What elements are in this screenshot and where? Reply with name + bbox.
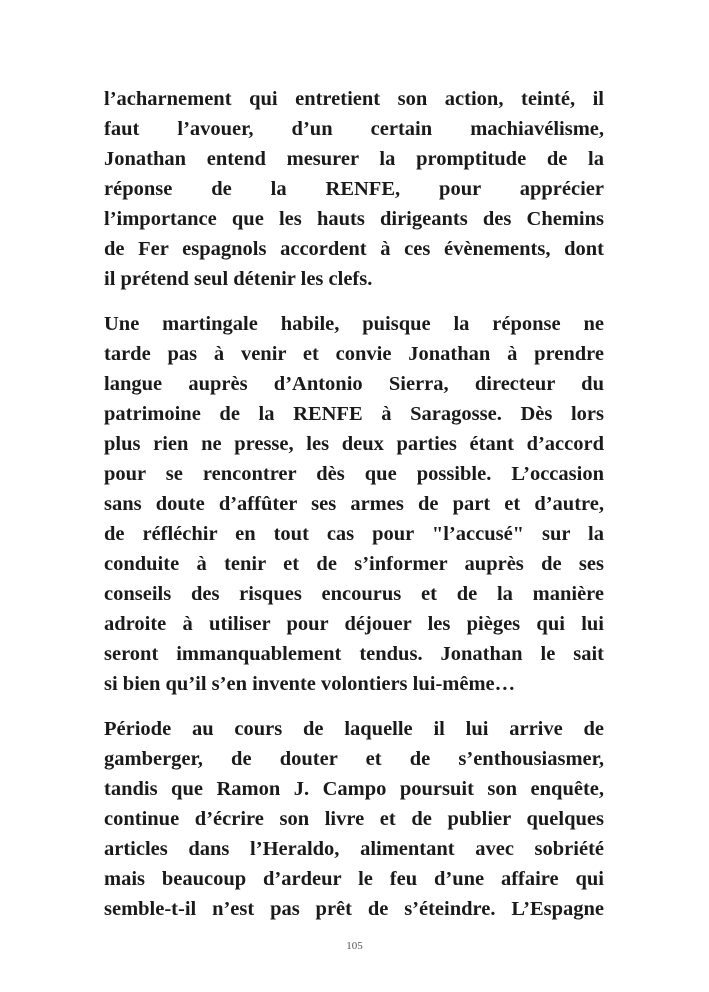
text-line: réponse de la RENFE, pour apprécier xyxy=(104,178,604,200)
text-line: faut l’avouer, d’un certain machiavélisme, xyxy=(104,118,604,140)
text-line: tarde pas à venir et convie Jonathan à prendre xyxy=(104,343,604,365)
body-text xyxy=(104,84,604,939)
text-line: l’acharnement qui entretient son action, teinté, il xyxy=(104,88,604,110)
text-line: conseils des risques encourus et de la manière xyxy=(104,583,604,605)
text-line: de réfléchir en tout cas pour "l’accusé" sur la xyxy=(104,523,604,545)
text-line: pour se rencontrer dès que possible. L’occasion xyxy=(104,463,604,485)
text-line: plus rien ne presse, les deux parties étant d’accord xyxy=(104,433,604,455)
text-line: l’importance que les hauts dirigeants des Chemins xyxy=(104,208,604,230)
text-line: gamberger, de douter et de s’enthousiasmer, xyxy=(104,748,604,770)
text-line: il prétend seul détenir les clefs. xyxy=(104,268,373,290)
text-line: Jonathan entend mesurer la promptitude de la xyxy=(104,148,604,170)
paragraph-3 xyxy=(104,714,604,924)
page-number: 105 xyxy=(346,940,363,952)
text-line: semble-t-il n’est pas prêt de s’éteindre. L’Espagne xyxy=(104,898,604,920)
text-line: tandis que Ramon J. Campo poursuit son enquête, xyxy=(104,778,604,800)
paragraph-2 xyxy=(104,309,604,699)
text-line: conduite à tenir et de s’informer auprès de ses xyxy=(104,553,604,575)
text-line: sans doute d’affûter ses armes de part et d’autre, xyxy=(104,493,604,515)
text-line: adroite à utiliser pour déjouer les pièges qui lui xyxy=(104,613,604,635)
text-line: de Fer espagnols accordent à ces évènements, dont xyxy=(104,238,604,260)
text-line: patrimoine de la RENFE à Saragosse. Dès lors xyxy=(104,403,604,425)
text-line: seront immanquablement tendus. Jonathan le sait xyxy=(104,643,604,665)
text-line: Période au cours de laquelle il lui arrive de xyxy=(104,718,604,740)
text-line: si bien qu’il s’en invente volontiers lui-même… xyxy=(104,673,516,695)
text-line: continue d’écrire son livre et de publier quelques xyxy=(104,808,604,830)
text-line: mais beaucoup d’ardeur le feu d’une affaire qui xyxy=(104,868,604,890)
text-line: articles dans l’Heraldo, alimentant avec sobriété xyxy=(104,838,604,860)
text-line: Une martingale habile, puisque la réponse ne xyxy=(104,313,604,335)
text-line: langue auprès d’Antonio Sierra, directeur du xyxy=(104,373,604,395)
paragraph-1 xyxy=(104,84,604,294)
